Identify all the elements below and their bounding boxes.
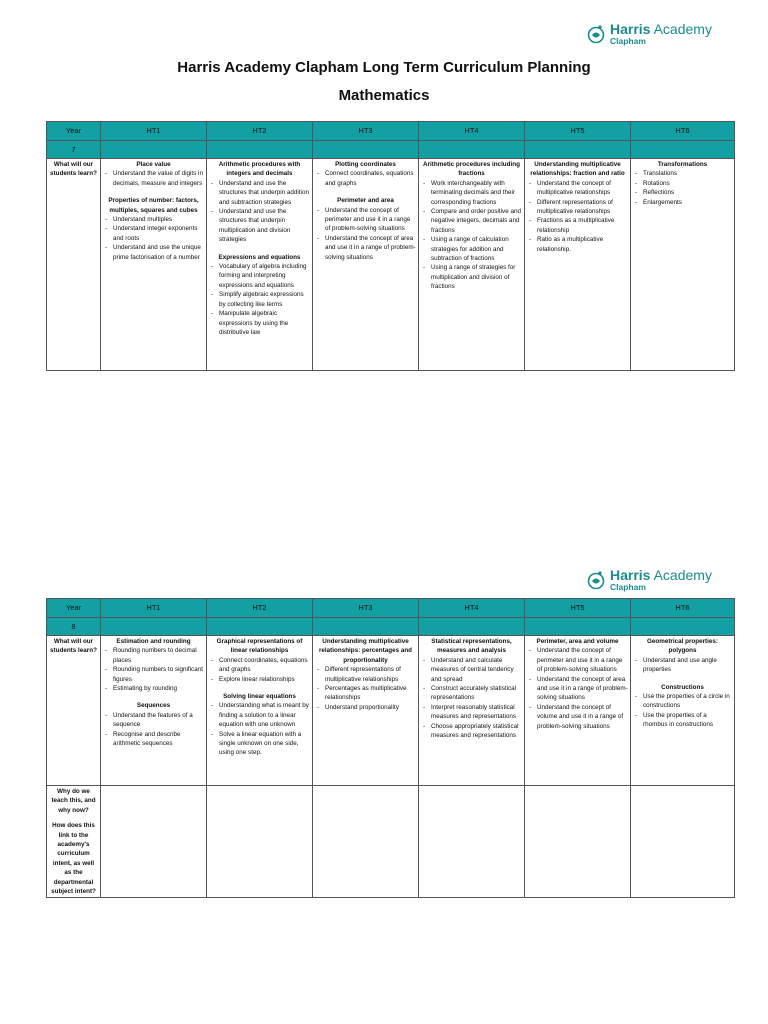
topic-item: - Work interchangeably with terminating decimals and their corresponding fractions bbox=[421, 179, 522, 207]
logo-brand-rest: Academy bbox=[650, 21, 712, 37]
term-cell-ht1 bbox=[101, 636, 207, 786]
topic-item: - Connect coordinates, equations and graphs bbox=[209, 656, 310, 675]
learn-row bbox=[47, 636, 735, 786]
term-cell-ht6 bbox=[631, 159, 735, 371]
year-row bbox=[47, 141, 735, 159]
topic-title: Arithmetic procedures with integers and decimals bbox=[218, 161, 301, 178]
topic-list bbox=[421, 656, 522, 741]
topic-list bbox=[421, 179, 522, 292]
topic-item: - Fractions as a multiplicative relationship bbox=[527, 216, 628, 235]
topic-item: - Use the properties of a rhombus in constructions bbox=[633, 711, 732, 730]
term-cell-ht4 bbox=[419, 636, 525, 786]
topic-item: - Understand integer exponents and roots bbox=[103, 224, 204, 243]
topic-item: - Explore linear relationships bbox=[209, 675, 310, 684]
topic-item: - Understand and use the structures that underpin multiplication and division strategies bbox=[209, 207, 310, 245]
topic-item: - Rotations bbox=[633, 179, 732, 188]
topic-item: - Vocabulary of algebra including forming and interpreting expressions and equations bbox=[209, 262, 310, 290]
topic-item: - Understand and use the structures that underpin addition and subtraction strategies bbox=[209, 179, 310, 207]
logo-brand-bold: Harris bbox=[610, 21, 651, 37]
topic-item: - Understand multiples bbox=[103, 215, 204, 224]
topic-list bbox=[315, 206, 416, 262]
year-8-table bbox=[46, 598, 735, 898]
term-cell-ht6 bbox=[631, 636, 735, 786]
column-header-ht6: HT6 bbox=[631, 122, 735, 141]
topic-title: Transformations bbox=[657, 161, 708, 168]
topic-list bbox=[103, 169, 204, 188]
topic-item: - Understand the concept of perimeter and use it in a range of problem-solving situations bbox=[315, 206, 416, 234]
page-subtitle: Mathematics bbox=[338, 87, 430, 104]
topic-item: - Understand the concept of area and use it in a range of problem-solving situations bbox=[527, 675, 628, 703]
term-cell-ht5 bbox=[525, 159, 631, 371]
column-header-ht4: HT4 bbox=[419, 122, 525, 141]
topic-item: - Understand and calculate measures of central tendency and spread bbox=[421, 656, 522, 684]
topic-item: - Solve a linear equation with a single unknown on one side, using one step. bbox=[209, 730, 310, 758]
logo-sub: Clapham bbox=[610, 36, 646, 46]
topic-item: - Understand proportionality bbox=[315, 703, 416, 712]
topic-title: Sequences bbox=[136, 702, 171, 710]
topic-item: - Use the properties of a circle in constructions bbox=[633, 692, 732, 711]
topic-list bbox=[315, 665, 416, 712]
logo-brand-rest: Academy bbox=[650, 567, 712, 583]
topic-list bbox=[633, 169, 732, 207]
topic-item: - Percentages as multiplicative relationships bbox=[315, 684, 416, 703]
topic-title: Graphical representations of linear relationships bbox=[216, 638, 303, 655]
topic-title: Expressions and equations bbox=[218, 253, 301, 261]
topic-item: - Interpret reasonably statistical measures and representations bbox=[421, 703, 522, 722]
term-cell-ht2 bbox=[207, 636, 313, 786]
topic-list bbox=[633, 656, 732, 675]
column-header-ht4: HT4 bbox=[419, 599, 525, 618]
topic-list bbox=[527, 646, 628, 731]
topic-item: - Recognise and describe arithmetic sequences bbox=[103, 730, 204, 749]
column-header-year: Year bbox=[47, 599, 101, 618]
topic-item: - Understand and use angle properties bbox=[633, 656, 732, 675]
learn-row bbox=[47, 159, 735, 371]
topic-item: - Construct accurately statistical representations bbox=[421, 684, 522, 703]
topic-title: Plotting coordinates bbox=[335, 161, 396, 168]
header-row bbox=[47, 599, 735, 618]
topic-title: Perimeter and area bbox=[337, 197, 394, 205]
header-row bbox=[47, 122, 735, 141]
topic-list bbox=[103, 711, 204, 749]
row-label-learn: What will our students learn? bbox=[47, 636, 101, 786]
column-header-ht3: HT3 bbox=[313, 122, 419, 141]
how-label: How does this link to the academy's curriculum intent, as well as the departmental subject intent? bbox=[51, 822, 96, 896]
column-header-ht5: HT5 bbox=[525, 122, 631, 141]
topic-item: - Using a range of calculation strategies for addition and subtraction of fractions bbox=[421, 235, 522, 263]
column-header-ht2: HT2 bbox=[207, 122, 313, 141]
topic-item: - Rounding numbers to decimal places bbox=[103, 646, 204, 665]
column-header-ht6: HT6 bbox=[631, 599, 735, 618]
academy-logo bbox=[586, 22, 712, 46]
topic-item: - Understand the concept of volume and use it in a range of problem-solving situations bbox=[527, 703, 628, 731]
topic-title: Statistical representations, measures and analysis bbox=[431, 638, 512, 655]
topic-item: - Understand and use the unique prime factorisation of a number bbox=[103, 243, 204, 262]
harris-logo-icon bbox=[586, 24, 606, 44]
topic-item: - Compare and order positive and negative integers, decimals and fractions bbox=[421, 207, 522, 235]
topic-item: - Understanding what is meant by finding a solution to a linear equation with one unknown bbox=[209, 701, 310, 729]
topic-item: - Understand the concept of multiplicative relationships bbox=[527, 179, 628, 198]
topic-item: - Understand the concept of area and use it in a range of problem-solving situations bbox=[315, 234, 416, 262]
topic-list bbox=[209, 262, 310, 337]
topic-item: - Translations bbox=[633, 169, 732, 178]
topic-item: - Understand the features of a sequence bbox=[103, 711, 204, 730]
topic-item: - Reflections bbox=[633, 188, 732, 197]
topic-item: - Manipulate algebraic expressions by using the distributive law bbox=[209, 309, 310, 337]
topic-item: - Understand the value of digits in decimals, measure and integers bbox=[103, 169, 204, 188]
term-cell-ht4 bbox=[419, 159, 525, 371]
term-cell-ht1 bbox=[101, 159, 207, 371]
row-label-why bbox=[47, 786, 101, 898]
year-row bbox=[47, 618, 735, 636]
topic-title: Solving linear equations bbox=[223, 693, 296, 701]
topic-list bbox=[315, 169, 416, 188]
topic-title: Place value bbox=[136, 161, 171, 168]
year-number: 7 bbox=[47, 141, 101, 159]
academy-logo bbox=[586, 568, 712, 592]
term-cell-ht3 bbox=[313, 636, 419, 786]
column-header-ht2: HT2 bbox=[207, 599, 313, 618]
topic-title: Geometrical properties: polygons bbox=[646, 638, 719, 655]
page-title: Harris Academy Clapham Long Term Curriculum Planning bbox=[177, 59, 591, 76]
column-header-year: Year bbox=[47, 122, 101, 141]
topic-title: Arithmetic procedures including fractions bbox=[423, 161, 520, 178]
topic-list bbox=[209, 179, 310, 245]
column-header-ht3: HT3 bbox=[313, 599, 419, 618]
topic-item: - Simplify algebraic expressions by collecting like terms bbox=[209, 290, 310, 309]
topic-title: Understanding multiplicative relationships: fraction and ratio bbox=[530, 161, 625, 178]
topic-list bbox=[103, 646, 204, 693]
term-cell-ht2 bbox=[207, 159, 313, 371]
topic-item: - Connect coordinates, equations and graphs bbox=[315, 169, 416, 188]
column-header-ht1: HT1 bbox=[101, 122, 207, 141]
topic-list bbox=[209, 656, 310, 684]
topic-item: - Estimating by rounding bbox=[103, 684, 204, 693]
topic-title: Properties of number: factors, multiples, squares and cubes bbox=[108, 197, 199, 214]
harris-logo-icon bbox=[586, 570, 606, 590]
topic-title: Perimeter, area and volume bbox=[536, 638, 619, 645]
topic-item: - Choose appropriately statistical measures and representations bbox=[421, 722, 522, 741]
topic-list bbox=[209, 701, 310, 757]
topic-item: - Ratio as a multiplicative relationship. bbox=[527, 235, 628, 254]
why-row bbox=[47, 786, 735, 898]
topic-title: Constructions bbox=[661, 683, 704, 691]
why-label: Why do we teach this, and why now? bbox=[51, 788, 96, 814]
topic-item: - Rounding numbers to significant figures bbox=[103, 665, 204, 684]
topic-item: - Different representations of multiplicative relationships bbox=[315, 665, 416, 684]
term-cell-ht5 bbox=[525, 636, 631, 786]
topic-item: - Understand the concept of perimeter and use it in a range of problem-solving situations bbox=[527, 646, 628, 674]
topic-item: - Enlargements bbox=[633, 198, 732, 207]
year-number: 8 bbox=[47, 618, 101, 636]
logo-sub: Clapham bbox=[610, 582, 646, 592]
topic-title: Estimation and rounding bbox=[116, 638, 191, 645]
logo-brand-bold: Harris bbox=[610, 567, 651, 583]
year-7-table bbox=[46, 121, 735, 371]
topic-item: - Using a range of strategies for multiplication and division of fractions bbox=[421, 263, 522, 291]
row-label-learn: What will our students learn? bbox=[47, 159, 101, 371]
topic-title: Understanding multiplicative relationships: percentages and proportionality bbox=[318, 638, 413, 664]
column-header-ht5: HT5 bbox=[525, 599, 631, 618]
topic-item: - Different representations of multiplicative relationships bbox=[527, 198, 628, 217]
column-header-ht1: HT1 bbox=[101, 599, 207, 618]
topic-list bbox=[527, 179, 628, 254]
topic-list bbox=[103, 215, 204, 262]
topic-list bbox=[633, 692, 732, 730]
term-cell-ht3 bbox=[313, 159, 419, 371]
